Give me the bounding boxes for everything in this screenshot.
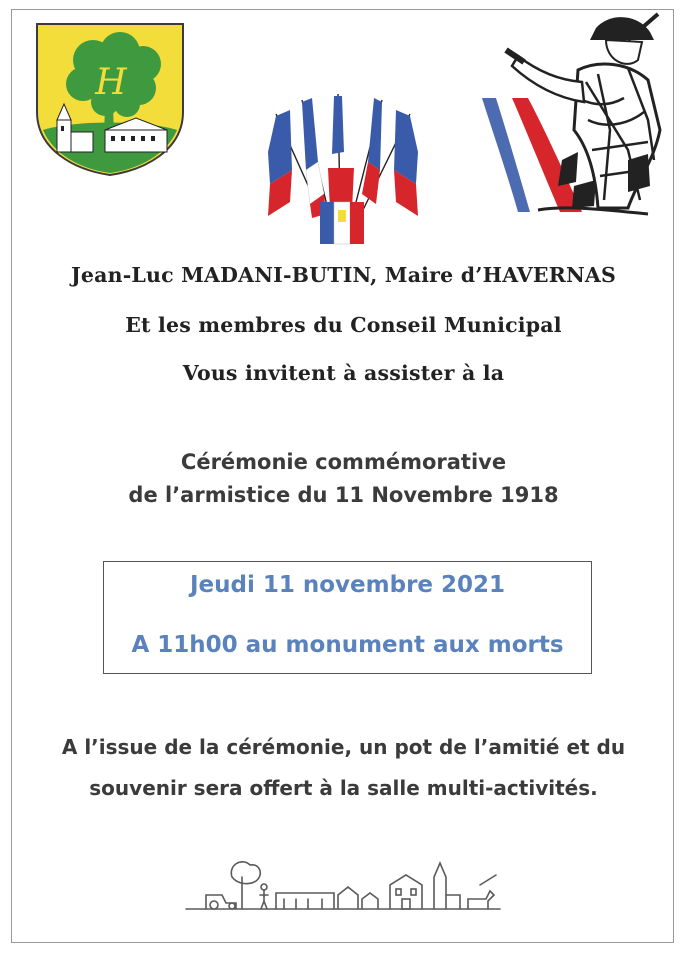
coat-of-arms-icon — [35, 22, 185, 177]
crest-monogram: H — [95, 62, 127, 103]
ceremony-title-line1: Cérémonie commémorative — [180, 450, 507, 474]
event-date: Jeudi 11 novembre 2021 — [189, 572, 506, 598]
council-line: Et les membres du Conseil Municipal — [125, 313, 562, 337]
mayor-line: Jean-Luc MADANI-BUTIN, Maire d’HAVERNAS — [70, 263, 617, 287]
reception-line2: souvenir sera offert à la salle multi-activités. — [89, 776, 598, 800]
invitation-line: Vous invitent à assister à la — [182, 361, 505, 385]
ceremony-title-line2: de l’armistice du 11 Novembre 1918 — [128, 483, 559, 507]
french-flags-icon — [262, 92, 424, 247]
soldier-drawing-icon — [478, 10, 668, 220]
reception-line1: A l’issue de la cérémonie, un pot de l’amitié et du — [61, 735, 626, 759]
village-skyline-icon — [184, 855, 504, 915]
event-details-box — [103, 561, 592, 674]
event-time-place: A 11h00 au monument aux morts — [131, 632, 564, 658]
